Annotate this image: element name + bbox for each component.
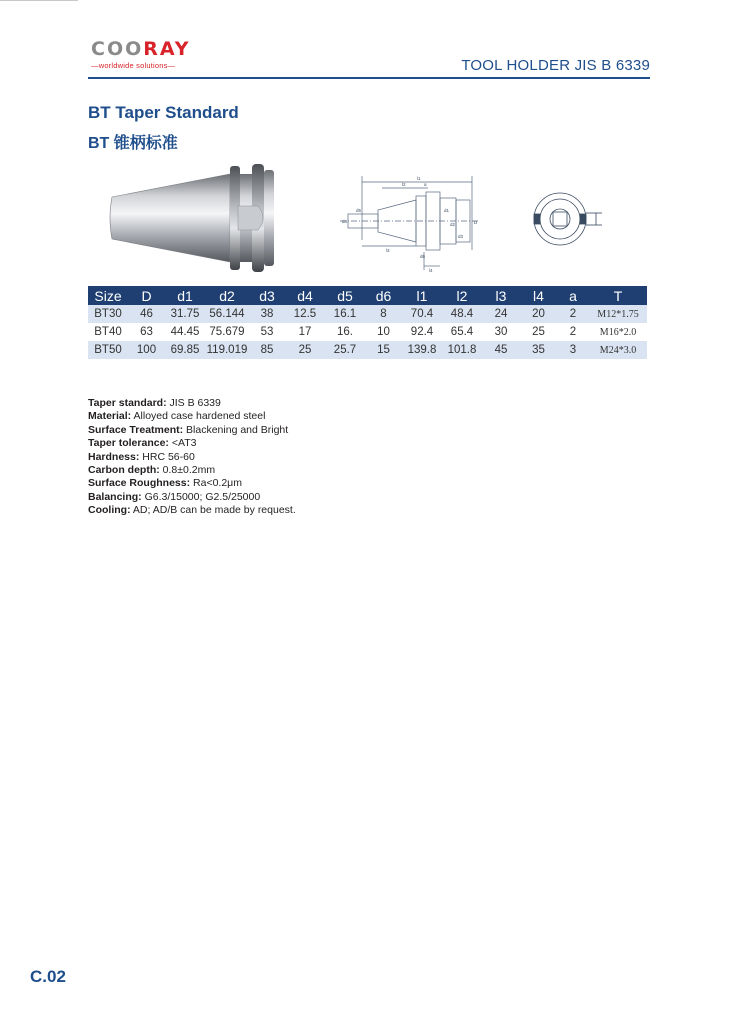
logo-text-accent: RAY [143, 38, 191, 60]
spec-label: Surface Treatment: [88, 423, 184, 436]
table-cell: 38 [249, 305, 285, 323]
table-cell: 20 [520, 305, 557, 323]
table-cell: 3 [557, 341, 589, 359]
company-logo [91, 38, 211, 70]
table-cell: M12*1.75 [589, 305, 647, 323]
table-row [88, 323, 647, 341]
table-cell: 17 [285, 323, 325, 341]
column-header-d4: d4 [285, 286, 325, 305]
page-number: C.02 [30, 967, 66, 986]
drawing-label-d1: d1 [444, 208, 450, 213]
table-cell: M24*3.0 [589, 341, 647, 359]
column-header-d6: d6 [365, 286, 402, 305]
technical-drawing [340, 170, 490, 285]
column-header-d1: d1 [165, 286, 205, 305]
column-header-l4: l4 [520, 286, 557, 305]
drawing-label-d2: d2 [450, 222, 456, 227]
technical-drawing-icon [340, 170, 490, 280]
column-header-d5: d5 [325, 286, 365, 305]
spec-value: AD; AD/B can be made by request. [130, 504, 296, 517]
drawing-label-l3: l3 [386, 248, 390, 253]
table-cell: 85 [249, 341, 285, 359]
table-cell: 2 [557, 305, 589, 323]
table-cell: 56.144 [205, 305, 249, 323]
drawing-label-a: a [424, 182, 427, 187]
dimension-table [88, 286, 647, 359]
spec-surface-treatment [88, 424, 296, 437]
spec-label: Carbon depth: [88, 464, 160, 477]
column-header-a: a [557, 286, 589, 305]
end-view-drawing-icon [522, 187, 606, 251]
table-cell: BT40 [88, 323, 128, 341]
table-cell: BT30 [88, 305, 128, 323]
table-cell: 69.85 [165, 341, 205, 359]
table-cell: 139.8 [402, 341, 442, 359]
table-cell: 30 [482, 323, 520, 341]
table-cell: 2 [557, 323, 589, 341]
spec-value: Ra<0.2μm [190, 477, 242, 490]
table-cell: 75.679 [205, 323, 249, 341]
table-cell: 48.4 [442, 305, 482, 323]
spec-label: Surface Roughness: [88, 477, 191, 490]
table-cell: 25.7 [325, 341, 365, 359]
drawing-label-d4: d4 [342, 219, 348, 224]
spec-value: G6.3/15000; G2.5/25000 [141, 490, 261, 503]
spec-balancing [88, 491, 296, 504]
end-view-drawing [522, 187, 606, 256]
corner-crop-mark [0, 0, 78, 1]
drawing-label-l1: l1 [417, 176, 421, 181]
spec-material [88, 410, 296, 423]
logo-text-prefix: COO [91, 38, 144, 60]
spec-value: <AT3 [168, 437, 197, 450]
specification-list [88, 397, 296, 518]
table-cell: 101.8 [442, 341, 482, 359]
drawing-label-d5: d5 [356, 208, 362, 213]
table-cell: 24 [482, 305, 520, 323]
column-header-size: Size [88, 286, 128, 305]
column-header-l2: l2 [442, 286, 482, 305]
drawing-label-big-d: D [474, 220, 478, 225]
spec-taper-tolerance [88, 437, 296, 450]
column-header-d3: d3 [249, 286, 285, 305]
logo-wordmark [91, 38, 211, 60]
spec-label: Material: [88, 410, 132, 423]
table-cell: 44.45 [165, 323, 205, 341]
table-cell: 31.75 [165, 305, 205, 323]
table-cell: 63 [128, 323, 165, 341]
spec-cooling [88, 504, 296, 517]
table-cell: 46 [128, 305, 165, 323]
page-title-en: BT Taper Standard [88, 103, 239, 122]
spec-label: Taper tolerance: [88, 437, 169, 450]
column-header-t: T [589, 286, 647, 305]
tool-holder-photo [108, 162, 278, 279]
table-cell: 25 [285, 341, 325, 359]
spec-taper-standard [88, 397, 296, 410]
table-cell: 45 [482, 341, 520, 359]
spec-value: Alloyed case hardened steel [131, 410, 266, 423]
table-cell: 92.4 [402, 323, 442, 341]
catalog-section-title: TOOL HOLDER JIS B 6339 [461, 57, 650, 74]
table-cell: 16. [325, 323, 365, 341]
spec-surface-roughness [88, 477, 296, 490]
table-cell: 119.019 [205, 341, 249, 359]
table-cell: 35 [520, 341, 557, 359]
table-cell: 16.1 [325, 305, 365, 323]
table-cell: 10 [365, 323, 402, 341]
tool-holder-image-icon [108, 162, 278, 274]
table-cell: 70.4 [402, 305, 442, 323]
drawing-label-d6: d6 [420, 254, 426, 259]
column-header-l3: l3 [482, 286, 520, 305]
table-cell: 12.5 [285, 305, 325, 323]
drawing-label-d3: d3 [458, 234, 464, 239]
header-divider [88, 77, 650, 79]
table-cell: 8 [365, 305, 402, 323]
table-cell: 100 [128, 341, 165, 359]
table-cell: BT50 [88, 341, 128, 359]
spec-carbon-depth [88, 464, 296, 477]
table-row [88, 341, 647, 359]
drawing-label-l2: l2 [402, 182, 406, 187]
column-header-d2: d2 [205, 286, 249, 305]
table-cell: 15 [365, 341, 402, 359]
spec-value: HRC 56-60 [139, 450, 195, 463]
table-cell: 65.4 [442, 323, 482, 341]
column-header-big-d: D [128, 286, 165, 305]
spec-hardness [88, 451, 296, 464]
drawing-label-l4: l4 [429, 268, 433, 273]
table-cell: 53 [249, 323, 285, 341]
spec-label: Cooling: [88, 504, 131, 517]
spec-label: Balancing: [88, 490, 142, 503]
column-header-l1: l1 [402, 286, 442, 305]
table-cell: 25 [520, 323, 557, 341]
page-title-cn: BT 锥柄标准 [88, 135, 178, 152]
spec-value: 0.8±0.2mm [159, 464, 216, 477]
table-cell: M16*2.0 [589, 323, 647, 341]
spec-value: JIS B 6339 [166, 397, 221, 409]
spec-label: Taper standard: [88, 397, 167, 409]
table-row [88, 305, 647, 323]
spec-label: Hardness: [88, 450, 140, 463]
table-header-row [88, 286, 647, 305]
spec-value: Blackening and Bright [183, 423, 289, 436]
logo-tagline: —worldwide solutions— [91, 61, 176, 70]
